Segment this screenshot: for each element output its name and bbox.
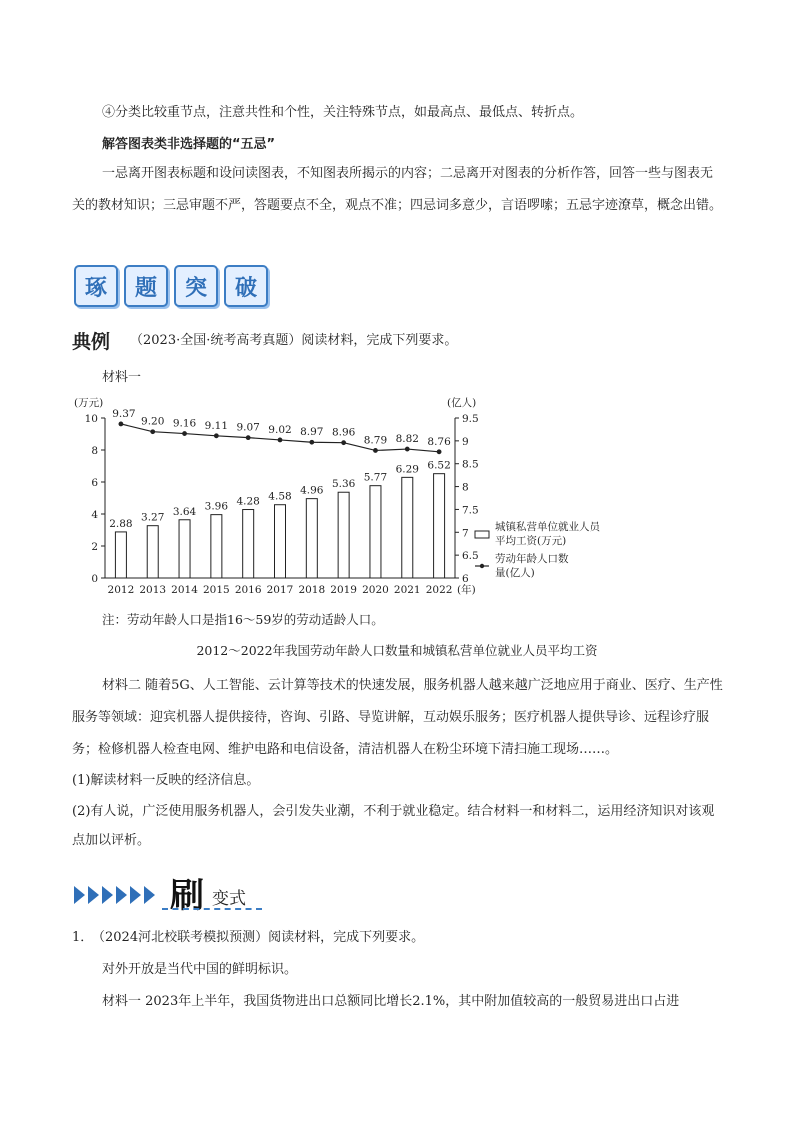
population-value-label: 9.07 [236,421,260,434]
bar [211,515,222,578]
population-point [309,440,314,445]
example-source: （2023·全国·统考高考真题）阅读材料，完成下列要求。 [130,333,458,348]
bar [243,510,254,578]
variant-q1-source: （2024河北校联考模拟预测）阅读材料，完成下列要求。 [92,930,425,945]
five-taboos-title: 解答图表类非选择题的“五忌” [102,137,276,152]
bar [370,486,381,578]
left-tick-label: 10 [84,413,98,425]
left-tick-label: 0 [91,573,98,585]
right-tick-label: 8 [462,481,469,494]
chevron-icon [116,886,127,904]
x-axis-unit: (年) [457,584,476,596]
bar-value-label: 4.28 [236,495,260,508]
bar [402,477,413,578]
x-tick-label: 2014 [171,584,198,596]
left-tick-label: 2 [91,541,98,553]
chart-svg [70,390,630,605]
bar [275,505,286,578]
x-tick-label: 2018 [298,584,326,596]
left-tick-label: 6 [91,477,98,489]
bar-value-label: 3.64 [172,505,197,518]
bar-value-label: 4.58 [268,490,292,503]
legend-line-label-cont: 量(亿人) [495,567,535,579]
five-taboos-body: 一忌离开图表标题和设问读图表，不知图表所揭示的内容；二忌离开对图表的分析作答，回答一些与图表无关的教材知识；三忌审题不严，答题要点不全，观点不准；四忌词多意少，言语啰嗦；五忌字迹潦草，概念出错。 [72,166,723,213]
shua-character: 刷 [170,876,204,916]
chevron-icon [144,886,155,904]
population-value-label: 9.02 [268,423,292,436]
bar-value-label: 5.36 [331,478,356,491]
x-tick-label: 2015 [202,584,230,596]
question-1: (1)解读材料一反映的经济信息。 [72,773,260,788]
chart-note: 注：劳动年龄人口是指16～59岁的劳动适龄人口。 [102,612,384,627]
population-value-label: 9.20 [141,415,165,428]
bar-value-label: 6.29 [395,463,419,476]
x-tick-label: 2012 [107,584,135,596]
x-tick-label: 2020 [362,584,389,596]
population-point [119,422,124,427]
bar [147,526,158,578]
chevron-icon [74,886,85,904]
bar-value-label: 4.96 [300,484,324,497]
chart-caption: 2012～2022年我国劳动年龄人口数量和城镇私营单位就业人员平均工资 [196,643,598,658]
bar [306,499,317,578]
x-tick-label: 2017 [266,584,294,596]
population-point [278,438,283,443]
population-value-label: 8.79 [363,434,388,447]
material2-text: 材料二 随着5G、人工智能、云计算等技术的快速发展，服务机器人越来越广泛地应用于商业、医疗、生产性服务等领域：迎宾机器人提供接待，咨询、引路、导览讲解，互动娱乐服务；医疗机器人提供导诊、远程诊疗服务；检修机器人检查电网、维护电路和电信设备，清洁机器人在粉尘环境下清扫施工现场……。 [72,678,723,757]
left-tick-label: 8 [91,445,98,457]
banner-char: 突 [174,265,218,307]
population-point [150,429,155,434]
variant-line-1: 对外开放是当代中国的鲜明标识。 [102,962,298,977]
left-tick-label: 4 [91,509,98,521]
tip-item-4: ④分类比较重节点，注意共性和个性，关注特殊节点，如最高点、最低点、转折点。 [102,105,584,120]
bar-value-label: 2.88 [109,517,133,530]
x-tick-label: 2021 [393,584,421,596]
legend-bar-label-cont: 平均工资(万元) [495,535,567,547]
right-tick-label: 9.5 [462,413,479,425]
zhuoti-tupo-banner [74,265,268,307]
wage-population-chart [70,390,630,605]
bianshi-label: 变式 [212,889,246,909]
x-tick-label: 2022 [425,584,453,596]
population-point [246,435,251,440]
right-tick-label: 6 [462,573,469,585]
bar-value-label: 3.96 [204,500,229,513]
bar-value-label: 3.27 [141,511,165,524]
population-value-label: 8.76 [427,435,451,448]
right-tick-label: 9 [462,435,469,448]
bar [338,492,349,578]
legend-bar-label: 城镇私营单位就业人员 [495,521,600,533]
shua-bianshi-banner [74,870,264,916]
banner-char: 题 [124,265,168,307]
bar [115,532,126,578]
population-value-label: 8.97 [300,426,324,439]
right-axis-unit: (亿人) [447,397,477,409]
legend-line-label: 劳动年龄人口数 [495,553,569,565]
banner-underline [162,908,262,910]
legend-bar-swatch [475,531,489,538]
population-point [341,440,346,445]
bar-value-label: 5.77 [363,471,388,484]
legend-line-point [480,564,484,568]
population-point [214,433,219,438]
variant-line-2: 材料一 2023年上半年，我国货物进出口总额同比增长2.1%，其中附加值较高的一般贸易进出口占进 [102,994,680,1009]
chevron-icon [88,886,99,904]
chevron-icon [130,886,141,904]
material1-label: 材料一 [102,370,142,385]
right-tick-label: 8.5 [462,458,479,471]
right-tick-label: 7.5 [462,504,479,517]
population-point [437,449,442,454]
population-value-label: 9.11 [204,419,229,432]
chevron-icon [102,886,113,904]
example-label: 典例 [72,331,111,353]
left-axis-unit: (万元) [74,397,104,409]
bar [434,474,445,578]
banner-char: 琢 [74,265,118,307]
banner-char: 破 [224,265,268,307]
x-tick-label: 2016 [234,584,262,596]
x-tick-label: 2019 [330,584,358,596]
right-tick-label: 7 [462,527,469,540]
population-value-label: 8.96 [331,426,356,439]
x-tick-label: 2013 [139,584,167,596]
right-tick-label: 6.5 [462,550,479,563]
population-value-label: 8.82 [395,433,419,446]
bar-value-label: 6.52 [427,459,451,472]
population-point [373,448,378,453]
population-point [405,447,410,452]
bar [179,520,190,578]
population-value-label: 9.16 [172,417,197,430]
population-value-label: 9.37 [112,407,136,420]
variant-q1-number: 1． [72,930,94,945]
population-point [182,431,187,436]
question-2: (2)有人说，广泛使用服务机器人，会引发失业潮，不利于就业稳定。结合材料一和材料二，运用经济知识对该观点加以评析。 [72,804,715,848]
